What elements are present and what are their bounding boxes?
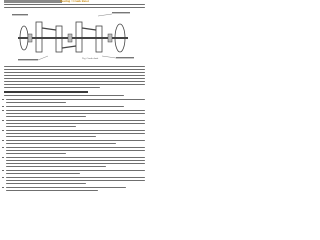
text-line xyxy=(6,120,145,121)
text-line xyxy=(6,140,145,141)
text-line xyxy=(6,126,76,127)
text-line xyxy=(4,75,145,76)
bullet xyxy=(2,177,4,179)
text-line xyxy=(6,147,145,148)
text-line xyxy=(6,130,145,131)
text-line xyxy=(6,180,145,181)
text-line xyxy=(6,190,98,191)
text-line xyxy=(4,4,145,5)
bullet xyxy=(2,140,4,142)
text-line xyxy=(6,153,66,154)
bullet xyxy=(2,120,4,122)
bullet xyxy=(2,99,4,101)
text-line xyxy=(6,136,96,137)
text-line xyxy=(6,170,145,171)
text-line xyxy=(6,150,145,151)
section-heading: Bearing / Crank Rotor xyxy=(60,0,90,3)
text-line xyxy=(4,87,100,88)
text-line xyxy=(4,84,145,85)
text-line xyxy=(6,143,116,144)
bullet xyxy=(2,187,4,189)
text-line xyxy=(6,173,80,174)
bullet xyxy=(2,110,4,112)
text-line xyxy=(6,160,145,161)
text-line xyxy=(6,106,124,107)
text-line xyxy=(4,66,145,67)
text-line xyxy=(4,78,145,79)
bullet xyxy=(2,170,4,172)
text-line xyxy=(6,187,126,188)
shaft-diagram xyxy=(8,8,140,64)
figure-caption: Fig. Crank shaft xyxy=(82,57,99,60)
text-line xyxy=(6,183,86,184)
text-line xyxy=(6,166,106,167)
bullet xyxy=(2,106,4,108)
bullet xyxy=(2,130,4,132)
text-line xyxy=(6,157,145,158)
bullet xyxy=(2,147,4,149)
text-line xyxy=(6,113,145,114)
document-page xyxy=(0,0,149,198)
text-line xyxy=(6,177,145,178)
text-line xyxy=(4,95,124,96)
text-line xyxy=(6,123,145,124)
bullet xyxy=(2,157,4,159)
text-line xyxy=(6,163,145,164)
text-line xyxy=(6,110,145,111)
text-line xyxy=(6,116,86,117)
text-line xyxy=(4,69,145,70)
text-line xyxy=(6,99,145,100)
text-line xyxy=(6,133,145,134)
subheading xyxy=(4,91,88,93)
text-line xyxy=(4,72,145,73)
text-line xyxy=(6,102,66,103)
heading-highlight xyxy=(4,0,62,3)
text-line xyxy=(4,81,145,82)
